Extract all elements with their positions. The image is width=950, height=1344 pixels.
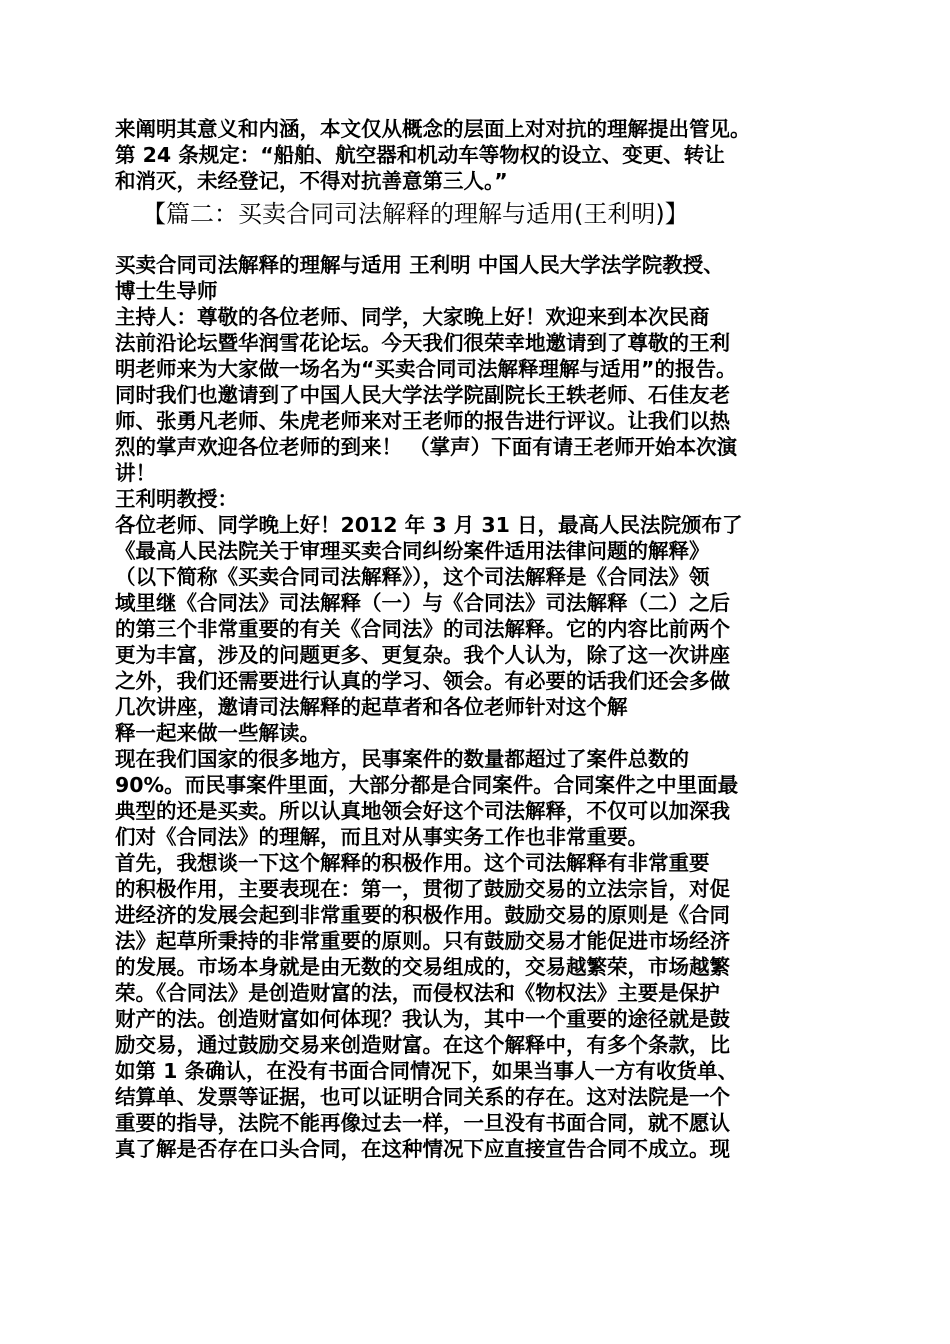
paragraph-line: 更为丰富，涉及的问题更多、更复杂。我个人认为，除了这一次讲座	[115, 643, 730, 667]
paragraph-line: 荣。《合同法》是创造财富的法，而侵权法和《物权法》主要是保护	[115, 981, 720, 1005]
paragraph-line: 财产的法。创造财富如何体现？我认为，其中一个重要的途径就是鼓	[115, 1007, 730, 1031]
intro-line: 和消灭，未经登记，不得对抗善意第三人。”	[115, 169, 508, 193]
paragraph-line: 法前沿论坛暨华润雪花论坛。今天我们很荣幸地邀请到了尊敬的王利	[115, 331, 730, 355]
paragraph-2	[115, 746, 845, 850]
intro-block	[115, 116, 845, 194]
paragraph-line: （以下简称《买卖合同司法解释》），这个司法解释是《合同法》领	[115, 565, 710, 589]
paragraph-line: 烈的掌声欢迎各位老师的到来！ （掌声）下面有请王老师开始本次演	[115, 435, 738, 459]
paragraph-3	[115, 850, 845, 1162]
paragraph-line: 各位老师、同学晚上好！2012 年 3 月 31 日，最高人民法院颁布了	[115, 513, 743, 537]
paragraph-line: 重要的指导，法院不能再像过去一样，一旦没有书面合同，就不愿认	[115, 1111, 730, 1135]
paragraph-line: 域里继《合同法》司法解释（一）与《合同法》司法解释（二）之后	[115, 591, 730, 615]
paragraph-line: 结算单、发票等证据，也可以证明合同关系的存在。这对法院是一个	[115, 1085, 730, 1109]
paragraph-line: 如第 1 条确认，在没有书面合同情况下，如果当事人一方有收货单、	[115, 1059, 739, 1083]
paragraph-line: 的发展。市场本身就是由无数的交易组成的，交易越繁荣，市场越繁	[115, 955, 730, 979]
paragraph-line: 几次讲座，邀请司法解释的起草者和各位老师针对这个解	[115, 695, 628, 719]
intro-line: 第 24 条规定：“船舶、航空器和机动车等物权的设立、变更、转让	[115, 143, 725, 167]
paragraph-line: 们对《合同法》的理解，而且对从事实务工作也非常重要。	[115, 825, 648, 849]
paragraph-line: 主持人：尊敬的各位老师、同学，大家晚上好！欢迎来到本次民商	[115, 305, 710, 329]
paragraph-line: 首先，我想谈一下这个解释的积极作用。这个司法解释有非常重要	[115, 851, 710, 875]
document-page	[115, 116, 845, 1162]
paragraph-line: 释一起来做一些解读。	[115, 721, 320, 745]
speaker-label: 王利明教授：	[115, 487, 238, 511]
paragraph-line: 真了解是否存在口头合同，在这种情况下应直接宣告合同不成立。现	[115, 1137, 730, 1161]
paragraph-line: 典型的还是买卖。所以认真地领会好这个司法解释，不仅可以加深我	[115, 799, 730, 823]
paragraph-line: 的积极作用，主要表现在：第一，贯彻了鼓励交易的立法宗旨，对促	[115, 877, 730, 901]
paragraph-line: 励交易，通过鼓励交易来创造财富。在这个解释中，有多个条款，比	[115, 1033, 730, 1057]
paragraph-line: 现在我们国家的很多地方，民事案件的数量都超过了案件总数的	[115, 747, 689, 771]
article-title	[115, 252, 845, 304]
paragraph-line: 明老师来为大家做一场名为“买卖合同司法解释理解与适用”的报告。	[115, 357, 737, 381]
paragraph-line: 同时我们也邀请到了中国人民大学法学院副院长王轶老师、石佳友老	[115, 383, 730, 407]
title-line: 博士生导师	[115, 279, 218, 303]
intro-line: 来阐明其意义和内涵，本文仅从概念的层面上对对抗的理解提出管见。	[115, 117, 751, 141]
host-paragraph	[115, 304, 845, 486]
paragraph-line: 师、张勇凡老师、朱虎老师来对王老师的报告进行评议。让我们以热	[115, 409, 730, 433]
paragraph-line: 法》起草所秉持的非常重要的原则。只有鼓励交易才能促进市场经济	[115, 929, 730, 953]
section-heading: 【篇二：买卖合同司法解释的理解与适用(王利明)】	[142, 200, 689, 228]
paragraph-line: 之外，我们还需要进行认真的学习、领会。有必要的话我们还会多做	[115, 669, 730, 693]
paragraph-line: 《最高人民法院关于审理买卖合同纠纷案件适用法律问题的解释》	[115, 539, 710, 563]
paragraph-line: 的第三个非常重要的有关《合同法》的司法解释。它的内容比前两个	[115, 617, 730, 641]
paragraph-line: 讲！	[115, 461, 156, 485]
paragraph-line: 进经济的发展会起到非常重要的积极作用。鼓励交易的原则是《合同	[115, 903, 730, 927]
paragraph-1	[115, 512, 845, 746]
paragraph-line: 90%。而民事案件里面，大部分都是合同案件。合同案件之中里面最	[115, 773, 739, 797]
title-line: 买卖合同司法解释的理解与适用 王利明 中国人民大学法学院教授、	[115, 253, 724, 277]
